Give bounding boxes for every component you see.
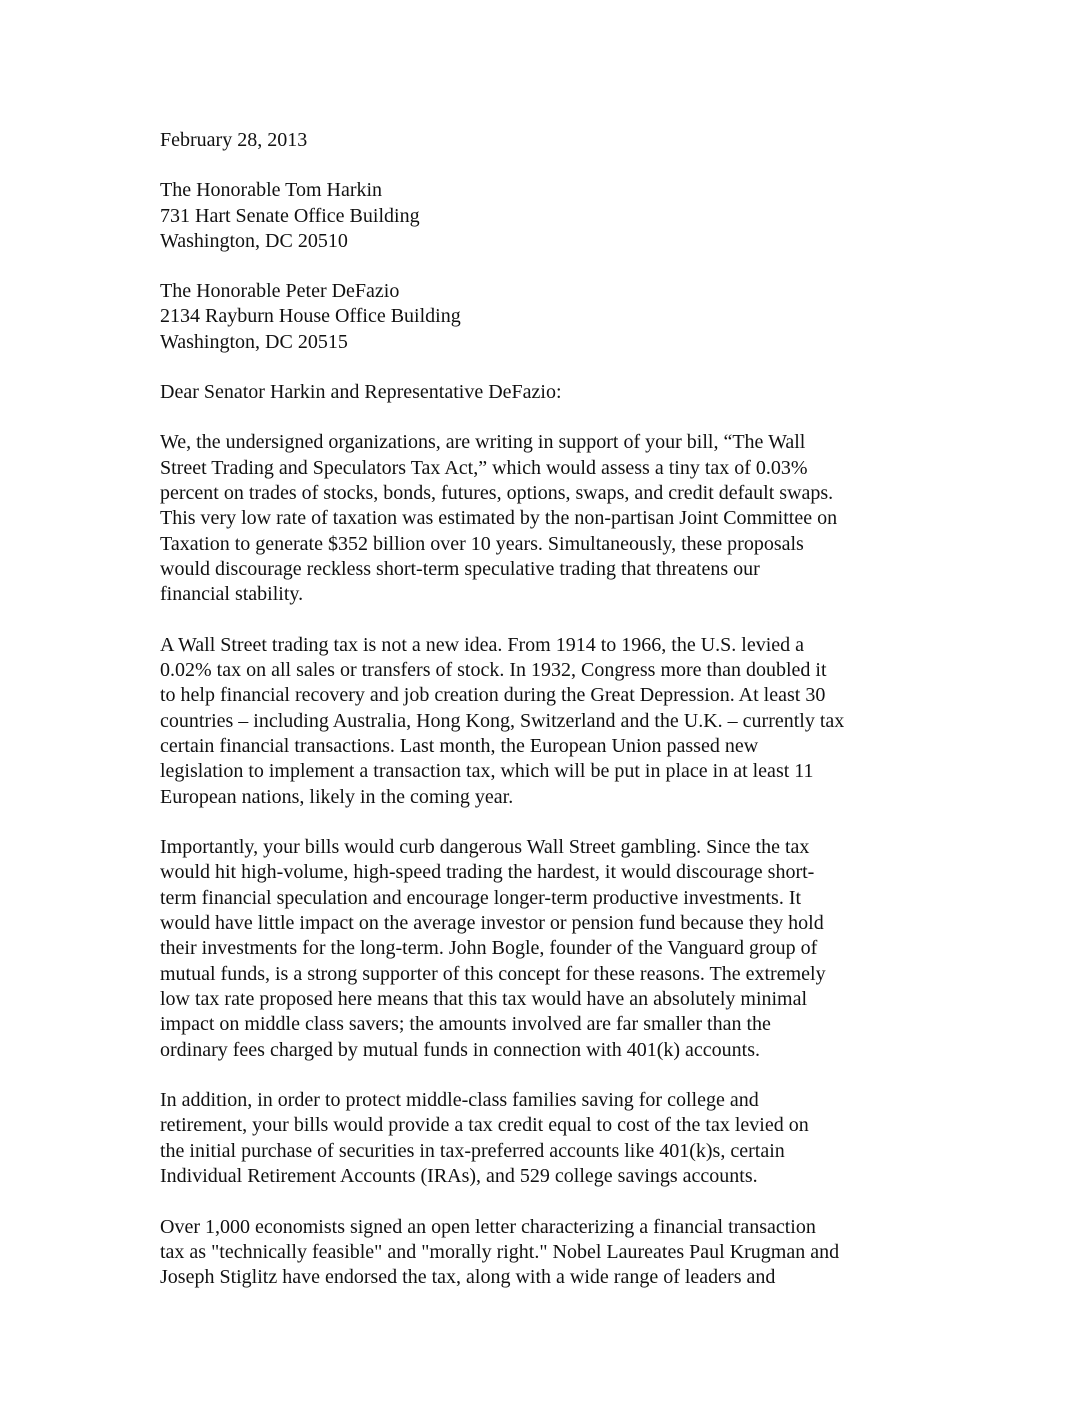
body-line: retirement, your bills would provide a tax credit equal to cost of the tax levied on: [160, 1114, 809, 1137]
body-line: Joseph Stiglitz have endorsed the tax, along with a wide range of leaders and: [160, 1266, 776, 1289]
recipient-address-2: [160, 279, 920, 355]
paragraph-1: [160, 430, 920, 607]
address-line: Washington, DC 20515: [160, 330, 348, 353]
body-line: percent on trades of stocks, bonds, futures, options, swaps, and credit default swaps.: [160, 481, 834, 504]
body-line: Street Trading and Speculators Tax Act,” which would assess a tiny tax of 0.03%: [160, 456, 808, 479]
body-line: mutual funds, is a strong supporter of this concept for these reasons. The extremely: [160, 962, 826, 985]
letter-date: [160, 128, 920, 153]
body-line: A Wall Street trading tax is not a new idea. From 1914 to 1966, the U.S. levied a: [160, 633, 805, 656]
body-line: countries – including Australia, Hong Kong, Switzerland and the U.K. – currently tax: [160, 709, 845, 732]
salutation-line: Dear Senator Harkin and Representative DeFazio:: [160, 381, 562, 404]
body-line: This very low rate of taxation was estimated by the non-partisan Joint Committee on: [160, 507, 838, 530]
body-line: term financial speculation and encourage longer-term productive investments. It: [160, 886, 802, 909]
body-line: Importantly, your bills would curb dangerous Wall Street gambling. Since the tax: [160, 836, 810, 859]
body-line: would have little impact on the average investor or pension fund because they hold: [160, 912, 824, 935]
address-line: 2134 Rayburn House Office Building: [160, 305, 461, 328]
body-line: Over 1,000 economists signed an open letter characterizing a financial transaction: [160, 1215, 816, 1238]
body-line: ordinary fees charged by mutual funds in connection with 401(k) accounts.: [160, 1038, 761, 1061]
address-line: The Honorable Peter DeFazio: [160, 280, 400, 303]
body-line: Individual Retirement Accounts (IRAs), and 529 college savings accounts.: [160, 1164, 758, 1187]
body-line: certain financial transactions. Last month, the European Union passed new: [160, 734, 759, 757]
body-line: 0.02% tax on all sales or transfers of stock. In 1932, Congress more than doubled it: [160, 659, 827, 682]
body-line: Taxation to generate $352 billion over 10 years. Simultaneously, these proposals: [160, 532, 804, 555]
body-line: European nations, likely in the coming year.: [160, 785, 514, 808]
body-line: their investments for the long-term. John Bogle, founder of the Vanguard group of: [160, 937, 818, 960]
recipient-address-1: [160, 178, 920, 254]
letter-page: [160, 128, 920, 1316]
body-line: In addition, in order to protect middle-class families saving for college and: [160, 1089, 759, 1112]
address-line: Washington, DC 20510: [160, 229, 348, 252]
salutation: [160, 380, 920, 405]
body-line: would discourage reckless short-term speculative trading that threatens our: [160, 557, 760, 580]
body-line: would hit high-volume, high-speed trading the hardest, it would discourage short-: [160, 861, 815, 884]
paragraph-2: [160, 633, 920, 810]
body-line: We, the undersigned organizations, are writing in support of your bill, “The Wall: [160, 431, 806, 454]
paragraph-3: [160, 835, 920, 1063]
body-line: impact on middle class savers; the amounts involved are far smaller than the: [160, 1013, 771, 1036]
body-line: tax as "technically feasible" and "morally right." Nobel Laureates Paul Krugman and: [160, 1240, 840, 1263]
paragraph-5: [160, 1215, 920, 1291]
body-line: legislation to implement a transaction tax, which will be put in place in at least 11: [160, 760, 814, 783]
address-line: The Honorable Tom Harkin: [160, 179, 383, 202]
body-line: the initial purchase of securities in tax-preferred accounts like 401(k)s, certain: [160, 1139, 785, 1162]
address-line: 731 Hart Senate Office Building: [160, 204, 420, 227]
body-line: low tax rate proposed here means that this tax would have an absolutely minimal: [160, 987, 808, 1010]
body-line: financial stability.: [160, 583, 304, 606]
date-line: February 28, 2013: [160, 129, 308, 151]
body-line: to help financial recovery and job creation during the Great Depression. At least 30: [160, 684, 826, 707]
paragraph-4: [160, 1088, 920, 1189]
